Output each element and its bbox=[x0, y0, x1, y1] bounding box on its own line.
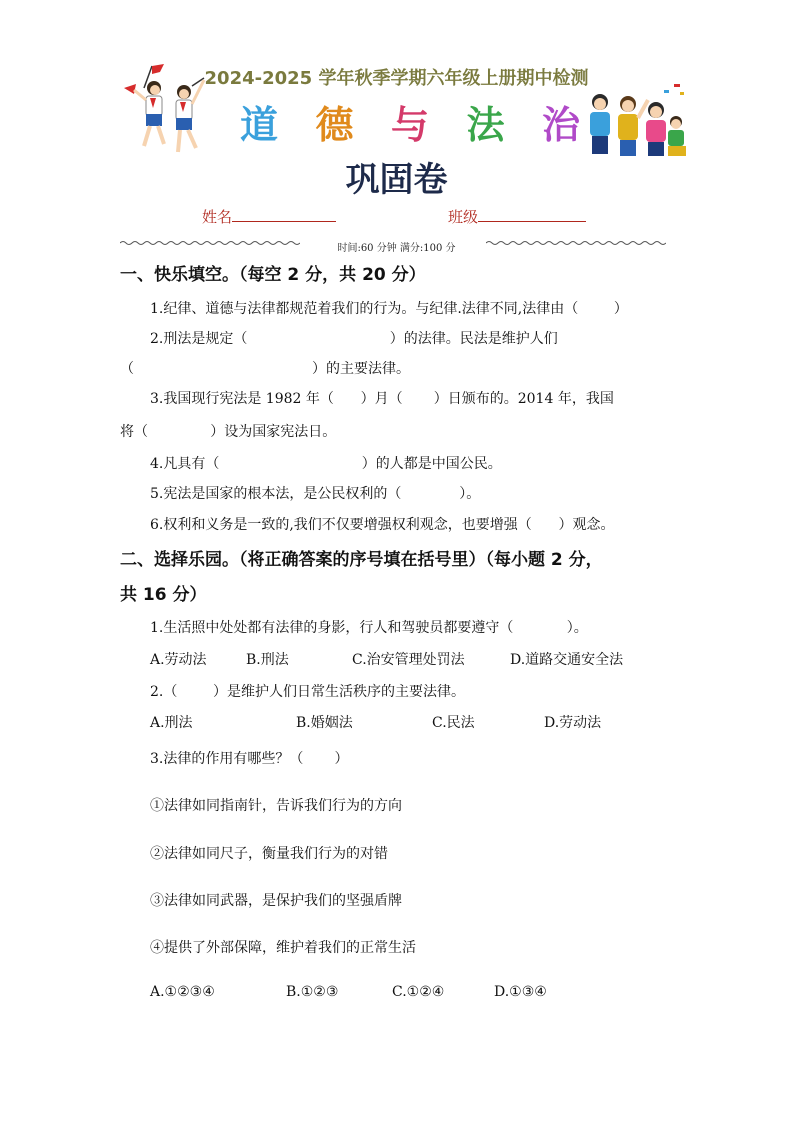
section-1-question-6: 6.权利和义务是一致的,我们不仅要增强权利观念，也要增强（ ）观念。 bbox=[150, 517, 615, 533]
class-field[interactable] bbox=[448, 206, 586, 227]
option-b[interactable]: B.刑法 bbox=[246, 652, 289, 668]
section-1-title: 一、快乐填空。（每空 2 分，共 20 分） bbox=[120, 265, 426, 285]
section-2-question-3-item-3: ③法律如同武器，是保护我们的坚强盾牌 bbox=[150, 893, 402, 909]
section-1-question-2-line-2: （ ）的主要法律。 bbox=[120, 361, 411, 377]
subject-char-3: 与 bbox=[390, 102, 429, 147]
section-2-question-3-item-1: ①法律如同指南针，告诉我们行为的方向 bbox=[150, 798, 402, 814]
subject-char-2: 德 bbox=[315, 102, 354, 147]
section-1-question-2-line-1: 2.刑法是规定（ ）的法律。民法是维护人们 bbox=[150, 331, 558, 347]
option-a[interactable]: A.①②③④ bbox=[150, 984, 215, 1000]
option-d[interactable]: D.①③④ bbox=[494, 984, 547, 1000]
option-c[interactable]: C.民法 bbox=[432, 715, 475, 731]
name-label: 姓名 bbox=[202, 208, 233, 226]
section-2-question-1-options bbox=[0, 649, 793, 669]
section-2-question-3-options bbox=[0, 984, 793, 1004]
exam-title: 2024-2025 学年秋季学期六年级上册期中检测 bbox=[204, 68, 589, 89]
subject-char-1: 道 bbox=[240, 102, 279, 147]
subject-char-4: 法 bbox=[466, 102, 505, 147]
class-blank-line[interactable] bbox=[478, 207, 586, 222]
option-a[interactable]: A.刑法 bbox=[150, 715, 193, 731]
option-a[interactable]: A.劳动法 bbox=[150, 652, 207, 668]
option-d[interactable]: D.道路交通安全法 bbox=[510, 652, 624, 668]
name-blank-line[interactable] bbox=[232, 207, 336, 222]
option-d[interactable]: D.劳动法 bbox=[544, 715, 602, 731]
option-c[interactable]: C.①②④ bbox=[392, 984, 445, 1000]
section-2-question-3-item-4: ④提供了外部保障，维护着我们的正常生活 bbox=[150, 940, 416, 956]
section-2-title-line-1: 二、选择乐园。（将正确答案的序号填在括号里）（每小题 2 分， bbox=[120, 550, 603, 570]
section-2-question-3: 3.法律的作用有哪些？（ ） bbox=[150, 751, 349, 767]
section-1-question-4: 4.凡具有（ ）的人都是中国公民。 bbox=[150, 456, 502, 472]
section-1-question-3-line-1: 3.我国现行宪法是 1982 年（ ）月（ ）日颁布的。2014 年，我国 bbox=[150, 391, 614, 407]
section-2-title-line-2: 共 16 分） bbox=[120, 585, 207, 605]
subject-title bbox=[240, 96, 580, 146]
section-2-question-3-item-2: ②法律如同尺子，衡量我们行为的对错 bbox=[150, 846, 388, 862]
section-1-question-5: 5.宪法是国家的根本法，是公民权利的（ ）。 bbox=[150, 486, 481, 502]
name-field[interactable] bbox=[202, 206, 336, 227]
option-b[interactable]: B.①②③ bbox=[286, 984, 339, 1000]
paper-type-title: 巩固卷 bbox=[345, 160, 448, 200]
section-2-question-1: 1.生活照中处处都有法律的身影，行人和驾驶员都要遵守（ ）。 bbox=[150, 620, 588, 636]
option-b[interactable]: B.婚姻法 bbox=[296, 715, 353, 731]
option-c[interactable]: C.治安管理处罚法 bbox=[352, 652, 465, 668]
cheering-kids-illustration bbox=[584, 82, 688, 158]
class-label: 班级 bbox=[448, 208, 479, 226]
section-1-question-1: 1.纪律、道德与法律都规范着我们的行为。与纪律.法律不同,法律由（ ） bbox=[150, 301, 628, 317]
exam-timing: 时间:60 分钟 满分:100 分 bbox=[337, 243, 456, 254]
section-2-question-2: 2.（ ）是维护人们日常生活秩序的主要法律。 bbox=[150, 684, 465, 700]
section-2-question-2-options bbox=[0, 712, 793, 732]
section-1-question-3-line-2: 将（ ）设为国家宪法日。 bbox=[120, 424, 337, 440]
subject-char-5: 治 bbox=[541, 102, 580, 147]
